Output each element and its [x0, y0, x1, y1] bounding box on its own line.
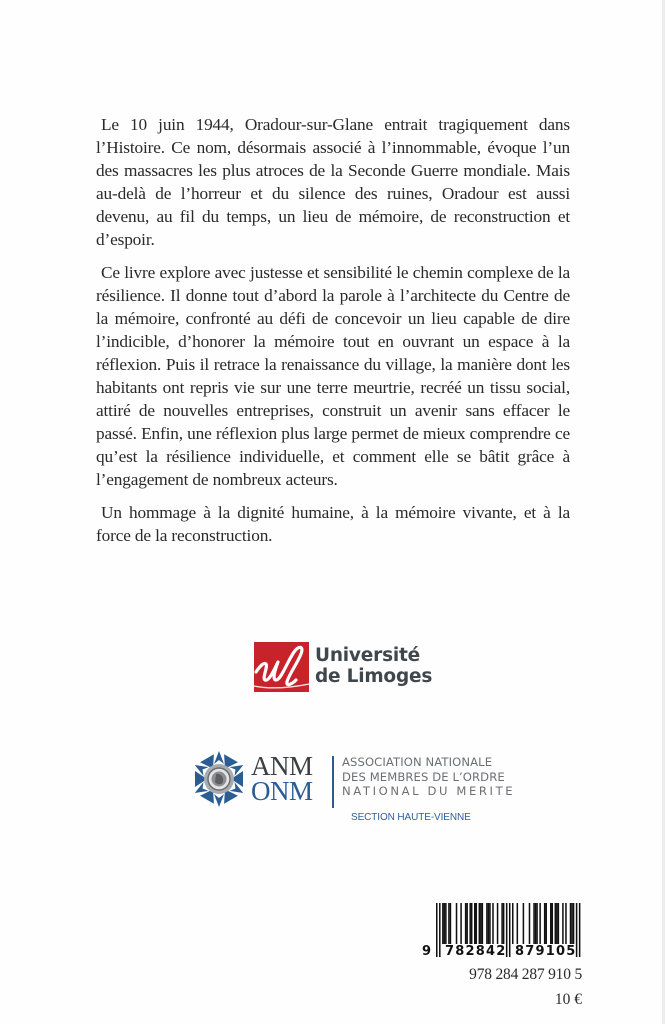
barcode-bar: [535, 903, 537, 944]
barcode-bar: [579, 903, 581, 957]
onm-acronym: ONM: [251, 776, 313, 806]
barcode-bar: [480, 903, 482, 944]
barcode-bar: [486, 903, 488, 944]
barcode-group-2: 879105: [515, 944, 577, 958]
barcode-bar: [503, 903, 505, 944]
anm-assoc-line-2: DES MEMBRES DE L’ORDRE: [342, 769, 505, 784]
barcode-bar: [573, 903, 575, 944]
barcode-first-digit: 9: [422, 944, 432, 958]
barcode-bar: [509, 903, 511, 957]
barcode-graphic: [420, 900, 585, 958]
barcode-bar: [469, 903, 471, 944]
barcode-bar: [436, 903, 438, 957]
ul-monogram-icon: [254, 642, 309, 692]
blurb-paragraph-1: Le 10 juin 1944, Oradour-sur-Glane entrait tragiquement dans l’Histoire. Ce nom, désormais associé à l’innommable, évoque l’un des massacres les plus atroces de la Seconde Guerre mondiale. Mais au-delà de l’horreur et du silence des ruines, Oradour est aussi devenu, au fil du temps, un lieu de mémoire, de reconstruction et d’espoir.: [96, 115, 570, 249]
blurb-paragraph-2: Ce livre explore avec justesse et sensibilité le chemin complexe de la résilience. Il donne tout d’abord la parole à l’architecte du Centre de la mémoire, confronté au défi de concevoir un lieu capable de dire l’indicible, d’honorer la mémoire tout en ouvrant un espace à la réflexion. Puis il retrace la renaissance du village, la manière dont les habitants ont repris vie sur une terre meurtrie, recréé un tissu social, attiré de nouvelles entreprises, construit un avenir sans effacer le passé. Enfin, une réflexion plus large permet de mieux comprendre ce qu’est la résilience individuelle, et comment elle se bâtit grâce à l’engagement de nombreux acteurs.: [96, 263, 570, 489]
barcode-bar: [497, 903, 499, 944]
barcode-bar: [474, 903, 476, 944]
barcode-bar: [512, 903, 514, 944]
barcode-bar: [545, 903, 547, 944]
barcode-bar: [544, 903, 546, 944]
barcode-bar: [570, 903, 572, 944]
barcode-bar: [565, 903, 567, 944]
back-cover-blurb: [96, 113, 570, 557]
barcode-bar: [450, 903, 452, 944]
barcode-bar: [533, 903, 535, 944]
barcode-bar: [536, 903, 538, 944]
barcode-bar: [479, 903, 481, 944]
anm-onm-logo: [190, 750, 516, 830]
barcode-bar: [466, 903, 468, 944]
anm-assoc-line-1: ASSOCIATION NATIONALE: [342, 755, 493, 769]
barcode-bar: [444, 903, 446, 944]
barcode-bar: [552, 903, 554, 944]
barcode-bar: [556, 903, 558, 944]
barcode-bar: [465, 903, 467, 944]
universite-line-2: de Limoges: [315, 665, 433, 687]
barcode-bar: [539, 903, 541, 944]
barcode-bar: [562, 903, 564, 944]
blurb-paragraph-3: Un hommage à la dignité humaine, à la mémoire vivante, et à la force de la reconstruction.: [96, 503, 570, 545]
barcode-bar: [489, 903, 491, 944]
barcode-bar: [571, 903, 573, 944]
barcode-bar: [448, 903, 450, 944]
isbn-number: 978 284 287 910 5: [469, 966, 582, 983]
barcode-bar: [501, 903, 503, 944]
anm-assoc-line-3: NATIONAL DU MERITE: [342, 784, 516, 799]
barcode-bar: [445, 903, 447, 944]
barcode-bar: [442, 903, 444, 944]
barcode-bar: [555, 903, 557, 944]
barcode-bar: [529, 903, 531, 944]
universite-line-1: Université: [315, 645, 421, 666]
barcode-bar: [488, 903, 490, 944]
barcode-bar: [550, 903, 552, 944]
barcode-bar: [471, 903, 473, 944]
anm-acronym: ANM: [251, 751, 313, 781]
barcode-bar: [482, 903, 484, 944]
national-order-of-merit-star-icon: [190, 750, 248, 808]
isbn-barcode: [420, 900, 585, 958]
universite-de-limoges-logo: [254, 642, 433, 692]
barcode-bar: [439, 903, 441, 957]
barcode-bar: [460, 903, 462, 944]
barcode-group-1: 782842: [445, 944, 507, 958]
anm-onm-acronym: [251, 751, 313, 806]
anm-association-name: [342, 755, 515, 799]
barcode-bar: [558, 903, 560, 944]
universite-name: [315, 646, 432, 687]
anm-separator: [332, 756, 334, 808]
price: 10 €: [554, 991, 582, 1008]
barcode-bar: [456, 903, 458, 944]
barcode-bar: [517, 903, 519, 944]
anm-section-label: SECTION HAUTE-VIENNE: [351, 812, 471, 823]
barcode-bar: [476, 903, 478, 944]
barcode-bar: [492, 903, 494, 944]
barcode-bar: [523, 903, 525, 944]
